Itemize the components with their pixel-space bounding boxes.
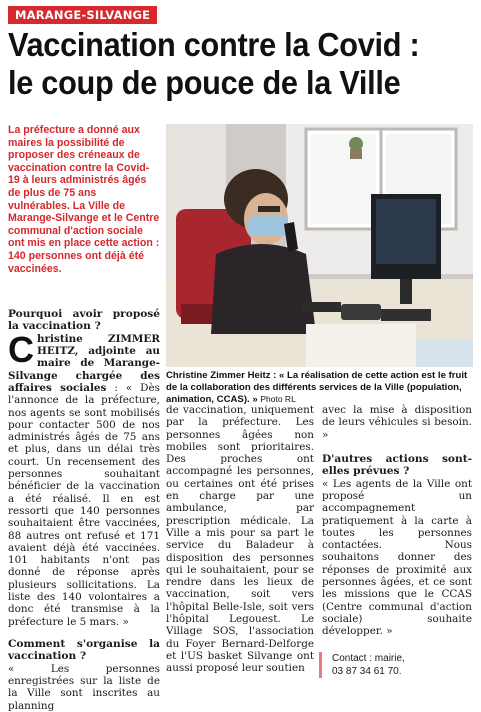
headline-line-2: le coup de pouce de la Ville <box>8 64 401 101</box>
headline-line-1: Vaccination contre la Covid : <box>8 26 420 63</box>
caption-text: Christine Zimmer Heitz : « La réalisation de cette action est le fruit de la collaboration des différents services de la Ville (population, animation, CCAS). » <box>166 370 468 405</box>
column-1 <box>8 308 160 712</box>
interview-intro <box>8 328 160 628</box>
drop-cap: C <box>8 328 34 370</box>
subhead-how: Comment s'organise la vaccination ? <box>8 637 160 663</box>
section-kicker: MARANGE-SILVANGE <box>8 6 157 24</box>
answer-2-continued: de vaccination, uniquement par la préfecture. Les personnes âgées non mobiles sont prioritaires. Des proches ont accompagné les personnes, ou certaines ont été prises en charge par une ambulance, par prescription médicale. La Ville a mis pour sa part le service du Baladeur à disposition des personnes qui le souhaitaient, pour se rendre dans les lieux de vaccination, soit vers l'hôpital Belle-Isle, soit vers l'hôpital Legouest. Le Village SOS, l'association du Foyer Bernard-Delforge et l'US basket Silvange ont aussi proposé leur soutien <box>166 404 314 675</box>
column-2 <box>166 404 314 675</box>
lead-paragraph: La préfecture a donné aux maires la possibilité de proposer des créneaux de vaccination contre la Covid-19 à leurs administrés âgés de plus de 75 ans vulnérables. La Ville de Marange-Silvange et le Centre communal d'action sociale ont mis en place cette action : 140 personnes ont déjà été vaccinées. <box>8 124 160 275</box>
column-3 <box>322 404 472 638</box>
contact-line-1: Contact : mairie, <box>332 653 405 664</box>
answer-3: « Les agents de la Ville ont proposé un accompagnement pratiquement à la carte à toutes les personnes contactées. Nous souhaitons donner des réponses de proximité aux personnes âgées, et ce sont les missions que le CCAS (Centre communal d'action sociale) souhaite développer. » <box>322 477 472 638</box>
photo-credit: Photo RL <box>260 393 296 404</box>
answer-2-end: avec la mise à disposition de leurs véhicules si besoin. » <box>322 404 472 441</box>
photo-caption <box>166 370 473 405</box>
interviewee-name: hristine ZIMMER HEITZ, adjointe au maire de Marange-Silvange chargée des affaires sociales <box>8 332 160 394</box>
answer-1: : « Dès l'annonce de la préfecture, nos agents se sont mobilisés pour contacter 500 de nos administrés âgés de 75 ans et plus, dans un délai très court. Un recensement des personnes souhaitant bénéficier de la vaccination a été réalisé. Il en est ressorti que 140 personnes souhaitaient être vaccinées, 88 autres ont refusé et 171 avaient déjà été vaccinées. 101 habitants n'ont pas donné de réponse après plusieurs sollicitations. La liste des 140 volontaires a donc été transmise à la préfecture le 5 mars. » <box>8 382 160 628</box>
answer-2-start: « Les personnes enregistrées sur la liste de la Ville sont inscrites au planning <box>8 662 160 712</box>
subhead-other-actions: D'autres actions sont-elles prévues ? <box>322 452 472 478</box>
contact-line-2: 03 87 34 61 70. <box>332 666 402 677</box>
headline <box>8 26 443 102</box>
article-photo <box>166 124 473 367</box>
subhead-why: Pourquoi avoir proposé la vaccination ? <box>8 308 160 333</box>
contact-box <box>319 652 481 678</box>
office-scene-illustration <box>166 124 473 367</box>
